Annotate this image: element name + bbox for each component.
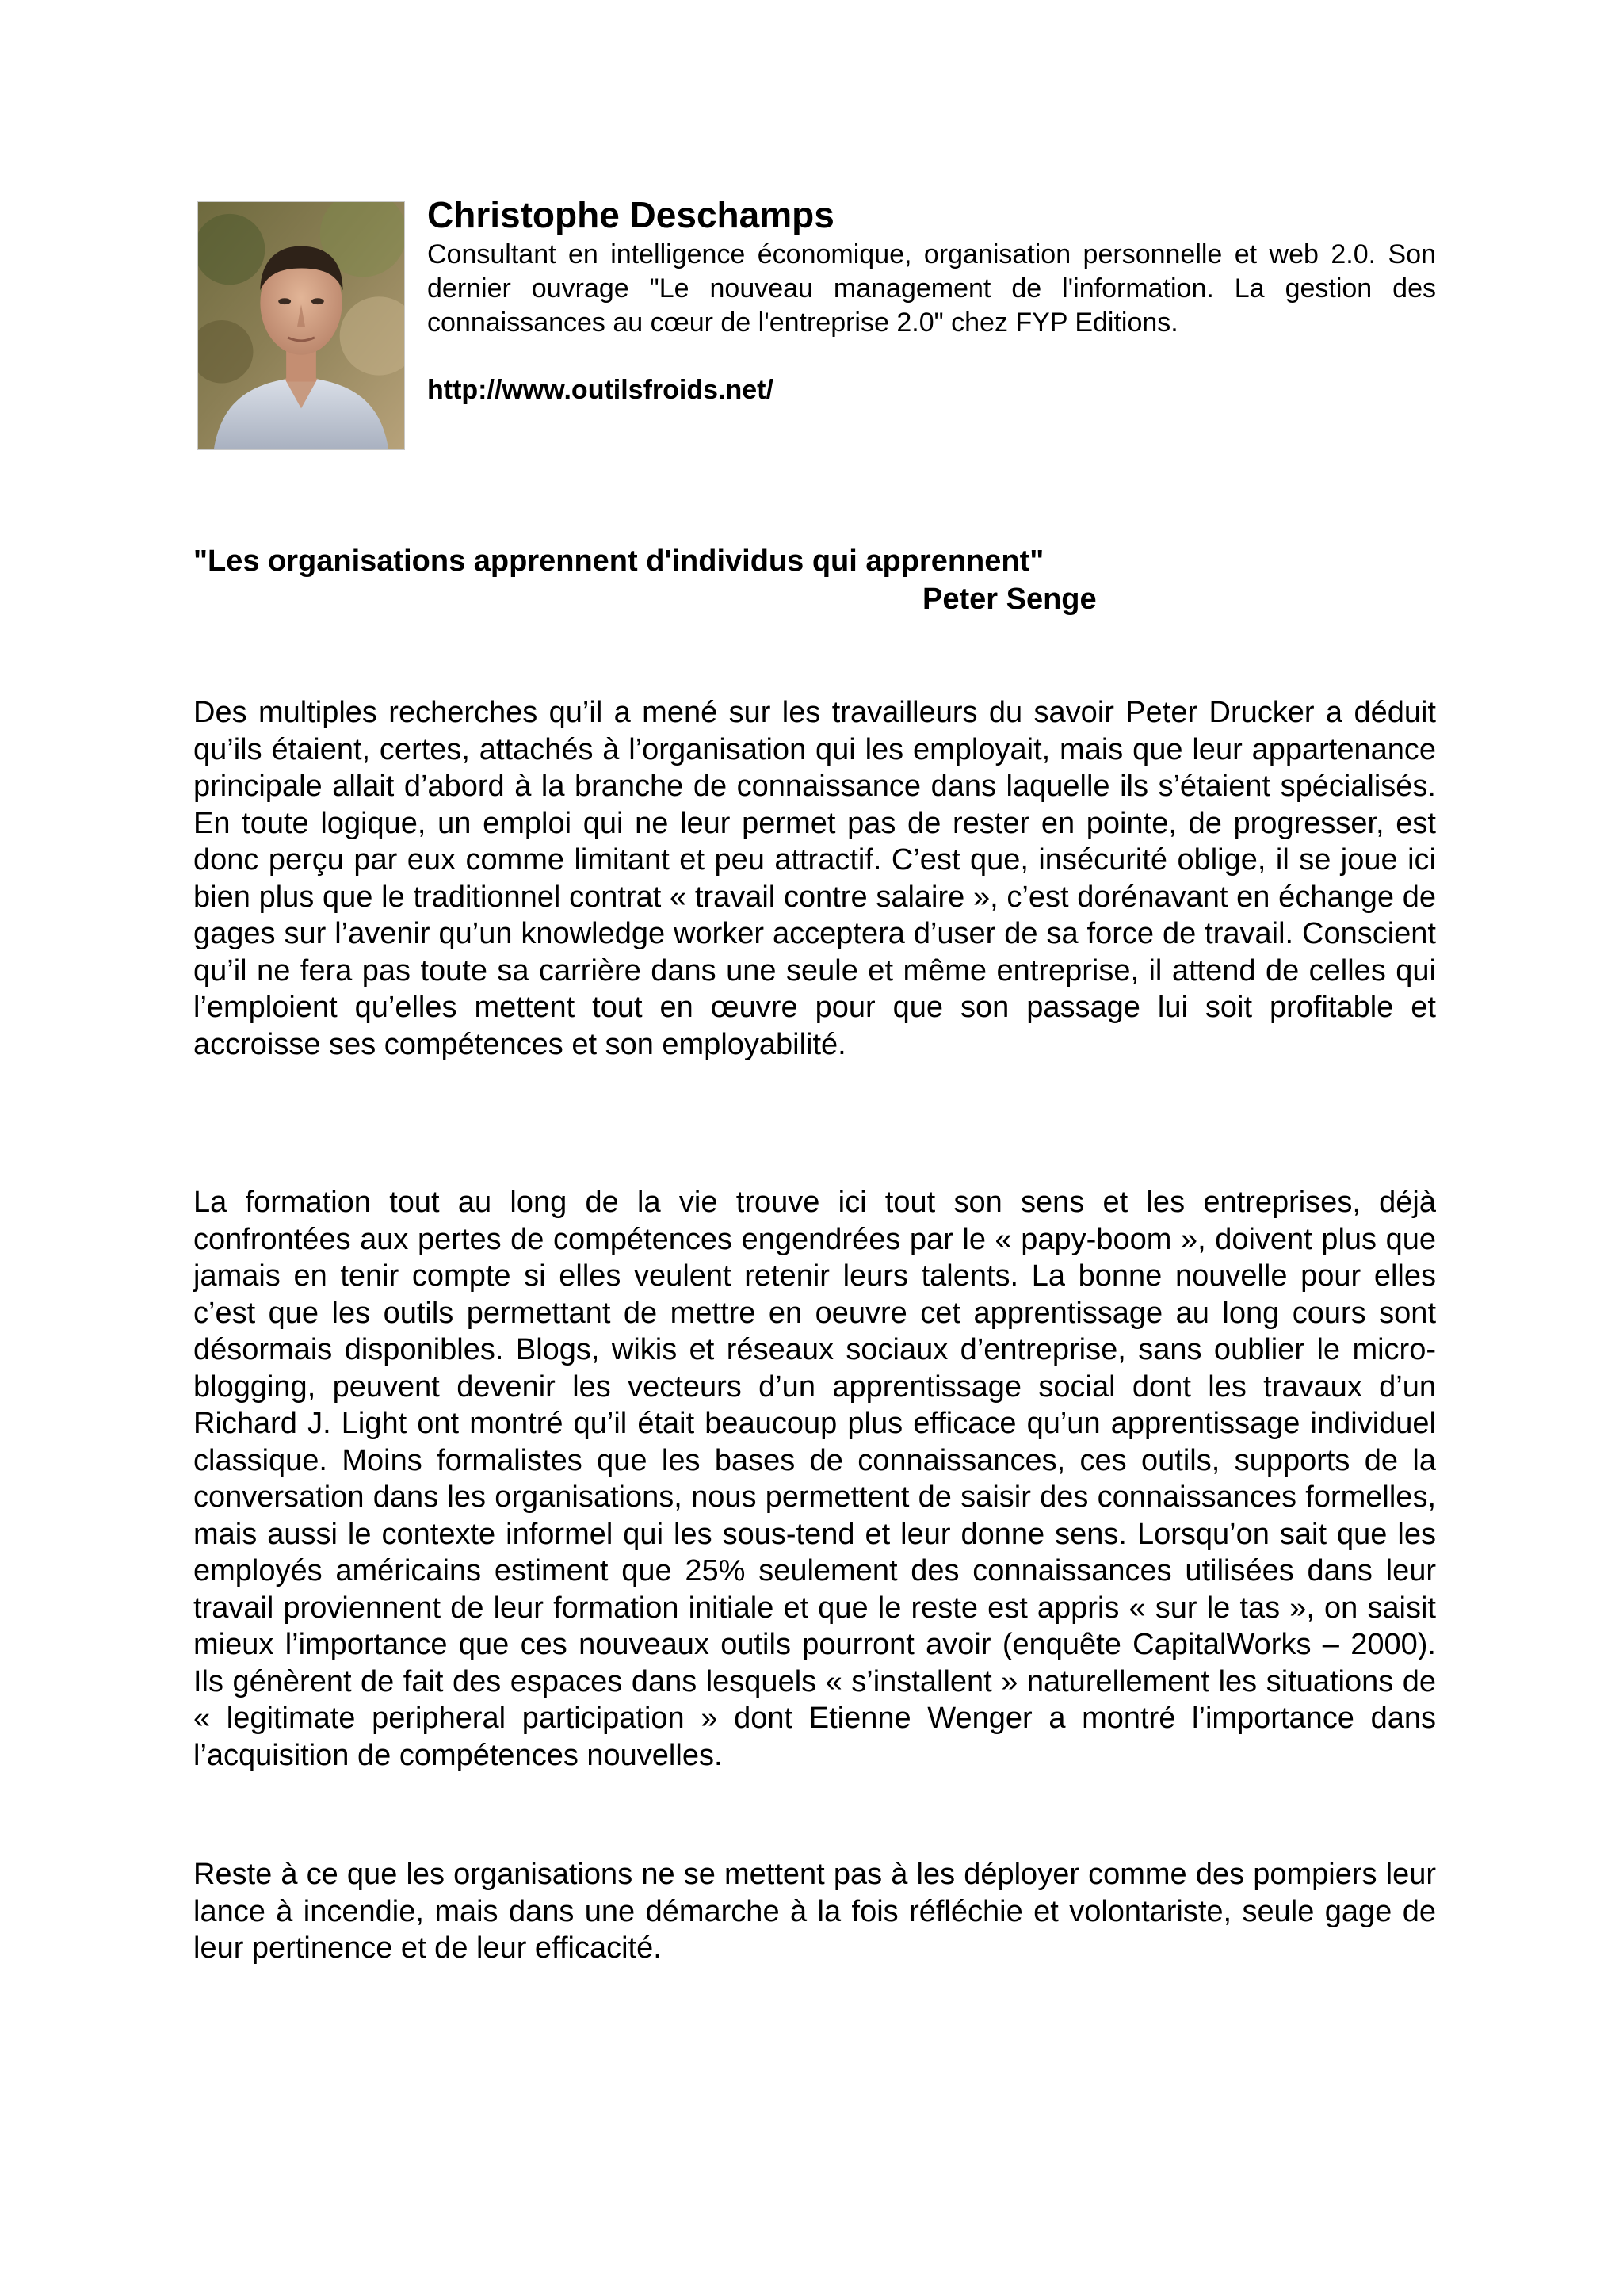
body-paragraph-2: La formation tout au long de la vie trouve ici tout son sens et les entreprises, déjà confrontées aux pertes de compétences engendrées par le « papy-boom », doivent plus que jamais en tenir compte si elles veulent retenir leurs talents. La bonne nouvelle pour elles c’est que les outils permettant de mettre en oeuvre cet apprentissage au long cours sont désormais disponibles. Blogs, wikis et réseaux sociaux d’entreprise, sans oublier le micro-blogging, peuvent devenir les vecteurs d’un apprentissage social dont les travaux d’un Richard J. Light ont montré qu’il était beaucoup plus efficace qu’un apprentissage individuel classique. Moins formalistes que les bases de connaissances, ces outils, supports de la conversation dans les organisations, nous permettent de saisir des connaissances formelles, mais aussi le contexte informel qui les sous-tend et leur donne sens. Lorsqu’on sait que les employés américains estiment que 25% seulement des connaissances utilisées dans leur travail proviennent de leur formation initiale et que le reste est appris « sur le tas », on saisit mieux l’importance que ces nouveaux outils pourront avoir (enquête CapitalWorks – 2000). Ils génèrent de fait des espaces dans lesquels « s’installent » naturellement les situations de « legitimate peripheral participation » dont Etienne Wenger a montré l’importance dans l’acquisition de compétences nouvelles. — [193, 1186, 1436, 1772]
author-block — [427, 192, 1436, 407]
author-bio: Consultant en intelligence économique, organisation personnelle et web 2.0. Son dernier ouvrage "Le nouveau management de l'information. La gestion des connaissances au cœur de l'entreprise 2.0" chez FYP Editions. — [427, 239, 1436, 338]
body-paragraph-1: Des multiples recherches qu’il a mené sur les travailleurs du savoir Peter Drucker a déduit qu’ils étaient, certes, attachés à l’organisation qui les employait, mais que leur appartenance principale allait d’abord à la branche de connaissance dans laquelle ils s’étaient spécialisés. En toute logique, un emploi qui ne leur permet pas de rester en pointe, de progresser, est donc perçu par eux comme limitant et peu attractif. C’est que, insécurité oblige, il se joue ici bien plus que le traditionnel contrat « travail contre salaire », c’est dorénavant en échange de gages sur l’avenir qu’un knowledge worker acceptera d’user de sa force de travail. Conscient qu’il ne fera pas toute sa carrière dans une seule et même entreprise, il attend de celles qui l’emploient qu’elles mettent tout en œuvre pour que son passage lui soit profitable et accroisse ses compétences et son employabilité. — [193, 696, 1436, 1061]
epigraph-quote — [193, 542, 1144, 618]
author-url-link[interactable]: http://www.outilsfroids.net/ — [427, 375, 773, 405]
quote-text: "Les organisations apprennent d'individus qui apprennent" — [193, 544, 1044, 578]
author-portrait-icon — [198, 202, 404, 449]
author-photo — [197, 201, 405, 450]
quote-author: Peter Senge — [922, 583, 1097, 616]
author-name: Christophe Deschamps — [427, 194, 834, 235]
body-paragraph-3: Reste à ce que les organisations ne se mettent pas à les déployer comme des pompiers leur lance à incendie, mais dans une démarche à la fois réfléchie et volontariste, seule gage de leur pertinence et de leur efficacité. — [193, 1858, 1436, 1965]
